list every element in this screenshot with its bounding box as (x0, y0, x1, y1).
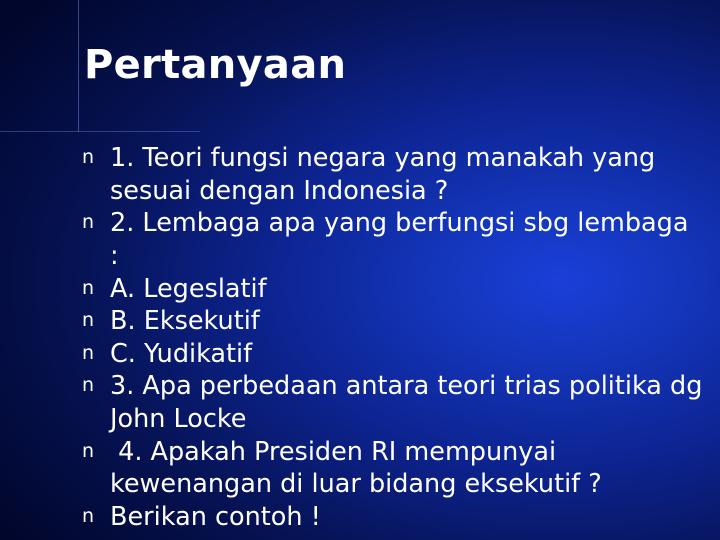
list-item-text: B. Eksekutif (110, 306, 260, 337)
bullet-marker-icon: n (82, 341, 95, 364)
bullet-marker-icon: n (82, 309, 95, 332)
bullet-marker-icon: n (82, 439, 95, 462)
bullet-marker-icon: n (82, 276, 95, 299)
bullet-marker-icon: n (82, 504, 95, 527)
list-item (76, 338, 704, 371)
list-item-text: C. Yudikatif (110, 338, 253, 369)
slide-title: Pertanyaan (84, 42, 347, 88)
list-item (76, 501, 704, 534)
list-item (76, 305, 704, 338)
list-item (76, 142, 704, 207)
list-item-text: Berikan contoh ! (110, 501, 321, 532)
bullet-marker-icon: n (82, 374, 95, 397)
slide-bullet-list (76, 142, 711, 534)
list-item (76, 436, 704, 501)
bullet-marker-icon: n (82, 146, 95, 168)
list-item-text: 3. Apa perbedaan antara teori trias politika dg John Locke (110, 371, 711, 434)
decorative-vertical-line (78, 0, 79, 132)
decorative-horizontal-line (0, 131, 200, 132)
list-item (76, 370, 711, 435)
list-item-text: 2. Lembaga apa yang berfungsi sbg lembaga : (110, 208, 697, 271)
bullet-marker-icon: n (82, 211, 95, 234)
list-item (76, 207, 704, 272)
list-item-text: 1. Teori fungsi negara yang manakah yang sesuai dengan Indonesia ? (110, 143, 664, 206)
list-item-text: 4. Apakah Presiden RI mempunyai kewenangan di luar bidang eksekutif ? (110, 436, 602, 500)
list-item (76, 273, 704, 306)
list-item-text: A. Legeslatif (110, 273, 267, 304)
